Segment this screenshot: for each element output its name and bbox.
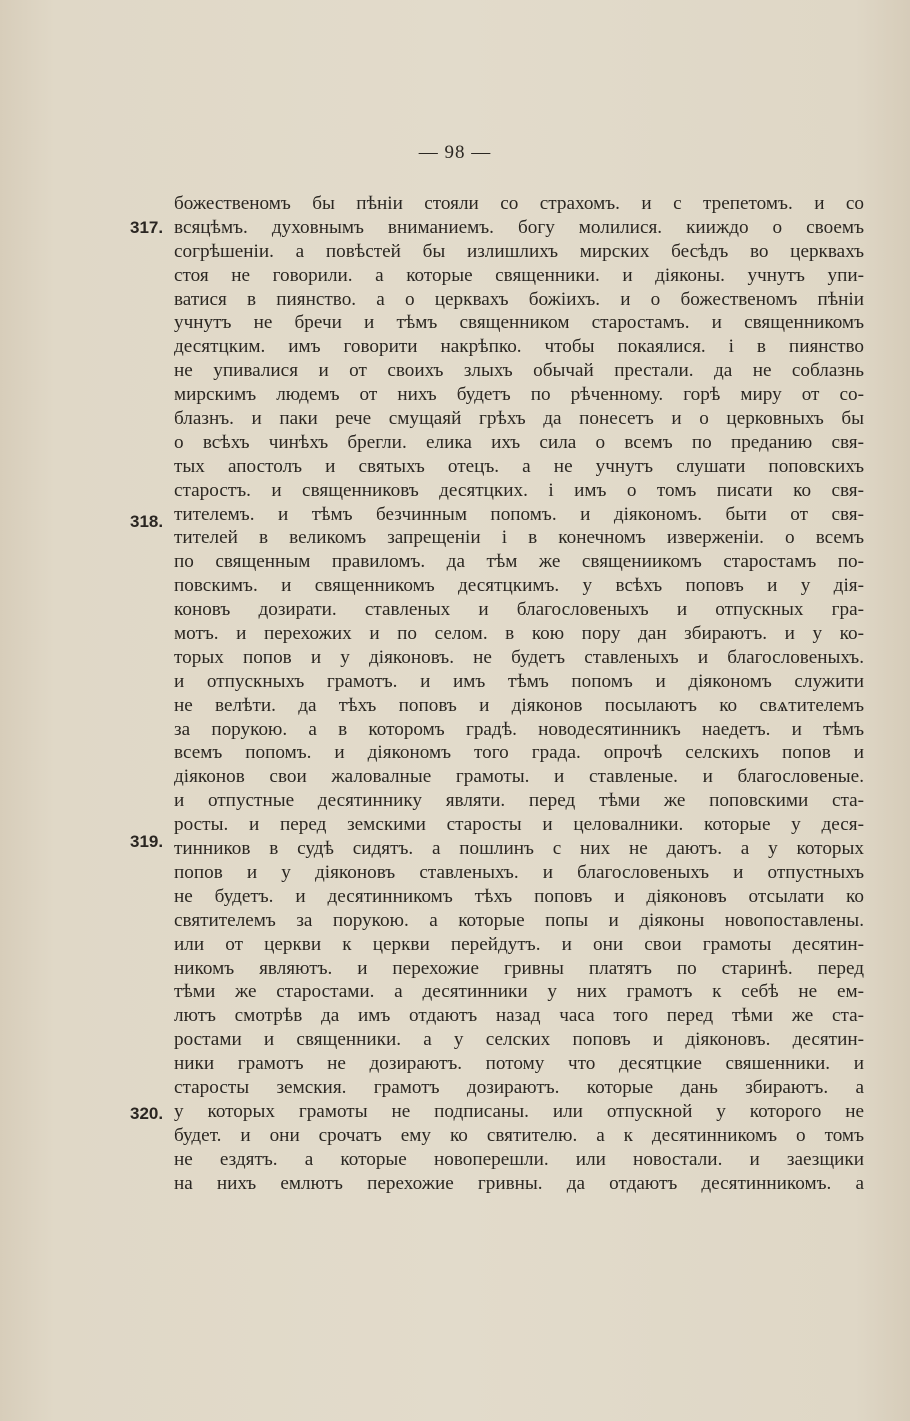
text-line: на нихъ емлютъ перехожие гривны. да отдаютъ десятинникомъ. а	[174, 1172, 864, 1194]
text-line: тителей в великомъ запрещеніи і в конечномъ изверженіи. о всемъ	[174, 527, 864, 549]
text-line: не будетъ. и десятинникомъ тѣхъ поповъ и діяконовъ отсылати ко	[174, 885, 864, 907]
text-line: мотъ. и перехожих и по селом. в кою пору дан збираютъ. и у ко-	[174, 623, 864, 645]
text-line: всемъ попомъ. и діякономъ того града. опрочѣ селскихъ попов и	[174, 742, 864, 764]
text-line: будет. и они срочатъ ему ко святителю. а к десятинникомъ о томъ	[174, 1124, 864, 1146]
text-line: за порукою. а в которомъ градѣ. новодесятинникъ наедетъ. и тѣмъ	[174, 718, 864, 740]
text-line: о всѣхъ чинѣхъ брегли. елика ихъ сила о всемъ по преданию свя-	[174, 431, 864, 453]
text-line: по священным правиломъ. да тѣм же священиикомъ старостамъ по-	[174, 551, 864, 573]
text-line: не упивалися и от своихъ злыхъ обычай престали. да не соблазнь	[174, 360, 864, 382]
text-line: никомъ являютъ. и перехожие гривны платятъ по старинѣ. перед	[174, 957, 864, 979]
text-line: старосты земския. грамотъ дозираютъ. которые дань збираютъ. а	[174, 1076, 864, 1098]
text-line: десятцким. имъ говорити накрѣпко. чтобы покаялися. і в пиянство	[174, 336, 864, 358]
text-line: тинников в судѣ сидятъ. а пошлинъ с них не даютъ. а у которых	[174, 838, 864, 860]
text-line: святителемъ за порукою. а которые попы и діяконы новопоставлены.	[174, 909, 864, 931]
text-line: и отпустные десятиннику являти. перед тѣми же поповскими ста-	[174, 790, 864, 812]
paragraph-number-318: 318.	[130, 512, 164, 531]
paragraph-number-320: 320.	[130, 1104, 164, 1123]
paragraph-number-319: 319.	[130, 832, 164, 851]
text-line: и отпускныхъ грамотъ. и имъ тѣмъ попомъ и діякономъ служити	[174, 670, 864, 692]
text-line: не ездятъ. а которые новоперешли. или новостали. и заезщики	[174, 1148, 864, 1170]
text-line: учнутъ не бречи и тѣмъ священником старостамъ. и священникомъ	[174, 312, 864, 334]
text-line: мирскимъ людемъ от нихъ будетъ по рѣченному. горѣ миру от со-	[174, 384, 864, 406]
text-line: діяконов свои жаловалные грамоты. и ставленые. и благословеные.	[174, 766, 864, 788]
text-line: лютъ смотрѣв да имъ отдаютъ назад часа того перед тѣми же ста-	[174, 1005, 864, 1027]
text-line: старостъ. и священниковъ десятцких. і имъ о томъ писати ко свя-	[174, 479, 864, 501]
text-line: божественомъ бы пѣніи стояли со страхомъ. и с трепетомъ. и со	[174, 193, 864, 214]
text-line: попов и у діяконовъ ставленыхъ. и благословеныхъ и отпустныхъ	[174, 861, 864, 883]
paragraph-number-317: 317.	[130, 218, 164, 237]
text-line: росты. и перед земскими старосты и целовалники. которые у деся-	[174, 814, 864, 836]
text-line: согрѣшеніи. а повѣстей бы излишлихъ мирских бесѣдъ во церквахъ	[174, 240, 864, 262]
text-line: ростами и священники. а у селских поповъ и діяконовъ. десятин-	[174, 1029, 864, 1051]
text-line: торых попов и у діяконовъ. не будетъ ставленыхъ и благословеныхъ.	[174, 646, 864, 668]
text-line: тых апостолъ и святыхъ отецъ. а не учнутъ слушати поповскихъ	[174, 455, 864, 477]
text-line: тѣми же старостами. а десятинники у них грамотъ к себѣ не ем-	[174, 981, 864, 1003]
text-line: ники грамотъ не дозираютъ. потому что десятцкие свяшенники. и	[174, 1053, 864, 1075]
text-line: блазнъ. и паки рече смущаяй грѣхъ да понесетъ и о церковныхъ бы	[174, 408, 864, 430]
text-line: у которых грамоты не подписаны. или отпускной у которого не	[174, 1100, 864, 1122]
body-text	[174, 192, 864, 1195]
text-line: тителемъ. и тѣмъ безчинным попомъ. и діякономъ. быти от свя-	[174, 503, 864, 525]
text-line: не велѣти. да тѣхъ поповъ и діяконов посылаютъ ко свѧтителемъ	[174, 694, 864, 716]
text-line: или от церкви к церкви перейдутъ. и они свои грамоты десятин-	[174, 933, 864, 955]
text-line: стоя не говорили. а которые священники. и діяконы. учнутъ упи-	[174, 264, 864, 286]
text-line: всяцѣмъ. духовнымъ вниманиемъ. богу молилися. кииждо о своемъ	[174, 216, 864, 238]
page-number: — 98 —	[418, 142, 492, 163]
text-line: коновъ дозирати. ставленых и благословеныхъ и отпускных гра-	[174, 599, 864, 621]
text-line: ватися в пиянство. а о церквахъ божіихъ. и о божественомъ пѣніи	[174, 288, 864, 310]
text-line: повскимъ. и священникомъ десятцкимъ. у всѣхъ поповъ и у дія-	[174, 575, 864, 597]
